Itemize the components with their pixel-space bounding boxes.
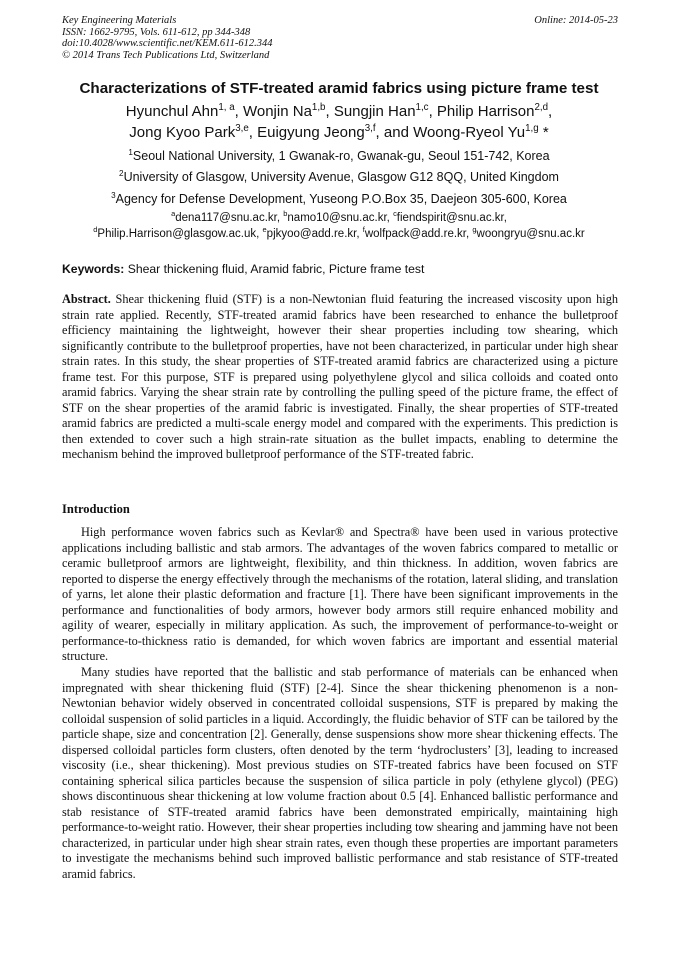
affiliation-number: 3 [111, 190, 116, 200]
email-line-2 [30, 225, 648, 240]
email-sup: g [472, 225, 477, 235]
email-sup: d [93, 225, 98, 235]
author-name: Wonjin Na [242, 103, 312, 120]
author-sep: , [428, 103, 437, 120]
email-address: wolfpack@add.re.kr, [364, 228, 473, 240]
email-sup: e [262, 225, 267, 235]
author-sup: 3,f [364, 123, 376, 134]
email-line-1 [30, 209, 648, 224]
affiliation-number: 2 [119, 168, 124, 178]
email-address: fiendspirit@snu.ac.kr, [396, 212, 507, 224]
author-name: Sungjin Han [333, 103, 416, 120]
abstract [62, 292, 618, 463]
author-sep: , [248, 124, 258, 141]
keywords-text: Shear thickening fluid, Aramid fabric, Picture frame test [127, 262, 425, 276]
affiliation-text: Seoul National University, 1 Gwanak-ro, Gwanak-gu, Seoul 151-742, Korea [132, 149, 550, 163]
email-address: namo10@snu.ac.kr, [287, 212, 394, 224]
author-sep: , [234, 103, 243, 120]
intro-paragraph-2: Many studies have reported that the ballistic and stab performance of materials can be enhanced when impregnated with shear thickening fluid (STF) [2-4]. Since the shear thickening phenomenon is a non-Newtonian behavior widely observed in concentrated colloidal suspensions, STF is prepared by making the colloidal suspension of solid particles in a liquid. Accordingly, the fluidic behavior of STF can be tailored by the particle shape, size and concentration [2]. Generally, dense suspensions show more shear thickening effects. The dispersed colloidal particles form clusters, often denoted by the term ‘hydroclusters’ [3], leading to increased viscosity (i.e., shear thickening). Most previous studies on STF-treated fabrics have been focused on STF containing spherical silica particles because the suspension of silica particle in poly (ethylene glycol) (PEG) shows discontinuous shear thickening at low volume fraction about 0.5 [4]. Enhanced ballistic performance and stab resistance of STF-treated aramid fabrics have been demonstrated empirically, maintaining high performance-to-weight ratio. However, their shear properties including tow shearing and jamming have not been characterized, in particular under high shear strain rates, even though these properties are important parameters to investigate the mechanisms behind such improved ballistic performance and stab resistance of STF-treated aramid fabrics. [62, 665, 618, 881]
email-sup: c [393, 209, 397, 219]
affiliation-3 [40, 192, 638, 206]
abstract-label: Abstract. [62, 292, 111, 306]
affiliation-2 [40, 170, 638, 184]
author-sep: , and [375, 124, 414, 141]
keywords-label: Keywords: [62, 262, 125, 276]
email-address: pjkyoo@add.re.kr, [266, 228, 363, 240]
email-address: woongryu@snu.ac.kr [476, 228, 585, 240]
author-name: Philip Harrison [436, 103, 535, 120]
author-sup: 2,d [534, 102, 549, 113]
author-name: Euigyung Jeong [257, 124, 365, 141]
author-sup: 1, a [218, 102, 235, 113]
online-date: Online: 2014-05-23 [534, 15, 618, 26]
author-sep: , [548, 103, 553, 120]
affiliation-number: 1 [128, 147, 133, 157]
intro-paragraph-1: High performance woven fabrics such as Kevlar® and Spectra® have been used in various protective applications including ballistic and stab armors. The advantages of the woven fabrics compared to metallic or ceramic bulletproof armors are lightweight, flexibility, and thin thickness. In addition, woven fabrics are reported to disperse the energy effectively through the mechanisms of the rotation, lateral sliding, and translation of yarns, let alone their plastic deformation and fracture [1]. There have been significant improvements in the performance and functionalities of body armors, however body armors still require enhanced mobility and agility of wearer, especially in military application. As such, the improvement of performance-to-weight or performance-to-thickness ratio is demanded, for which woven fabrics are important and essential material structure. [62, 525, 618, 663]
email-sup: a [171, 209, 176, 219]
email-sup: b [283, 209, 288, 219]
author-list [40, 101, 638, 143]
author-sup: 3,e [235, 123, 249, 134]
email-address: Philip.Harrison@glasgow.ac.uk, [97, 228, 263, 240]
section-heading-introduction: Introduction [62, 502, 130, 516]
doi-line: doi:10.4028/www.scientific.net/KEM.611-612.344 [62, 38, 273, 49]
email-address: dena117@snu.ac.kr, [175, 212, 284, 224]
paper-title: Characterizations of STF-treated aramid fabrics using picture frame test [79, 80, 599, 97]
email-sup: f [362, 225, 365, 235]
affiliation-text: Agency for Defense Development, Yuseong P.O.Box 35, Daejeon 305-600, Korea [115, 192, 567, 206]
author-line-1 [40, 101, 638, 122]
issn-line: ISSN: 1662-9795, Vols. 611-612, pp 344-348 [62, 26, 251, 38]
copyright-line: © 2014 Trans Tech Publications Ltd, Switzerland [62, 49, 270, 61]
author-name: Hyunchul Ahn [125, 103, 219, 120]
affiliation-text: University of Glasgow, University Avenue, Glasgow G12 8QQ, United Kingdom [123, 170, 559, 184]
author-sup: 1,c [415, 102, 429, 113]
journal-header [62, 15, 618, 61]
author-sep: , [325, 103, 334, 120]
author-name: Jong Kyoo Park [129, 124, 236, 141]
author-sep: * [538, 124, 549, 141]
journal-name: Key Engineering Materials [62, 15, 177, 26]
affiliation-1 [40, 149, 638, 163]
author-line-2 [40, 122, 638, 143]
author-sup: 1,b [311, 102, 326, 113]
keywords [62, 262, 618, 276]
author-name: Woong-Ryeol Yu [413, 124, 526, 141]
abstract-text: Shear thickening fluid (STF) is a non-Newtonian fluid featuring the increased viscosity upon high strain rate applied. Recently, STF-treated aramid fabrics have been researched to enhance the bulletproof efficiency maintaining the lightweight, however their shear properties including tow shearing, which significantly contribute to the bulletproof properties, have not been characterized, in particular under high shear strain rates. In this study, the shear properties of STF-treated aramid fabrics are characterized using a picture frame test. For this purpose, STF is prepared using polyethylene glycol and silica colloids and coated onto aramid fabrics. Varying the shear strain rate by controlling the pulling speed of the picture frame, the effect of STF on the shear properties of the aramid fabric is investigated. Finally, the shear properties of STF-treated aramid fabrics are predicted a multi-scale energy model and compared with the experiments. This prediction is then extended to cover such a high strain-rate situation as the bullet impacts, enabling to determine the mechanism behind the improved bulletproof performance of the STF-treated fabric. [62, 292, 618, 461]
author-sup: 1,g [525, 123, 539, 134]
